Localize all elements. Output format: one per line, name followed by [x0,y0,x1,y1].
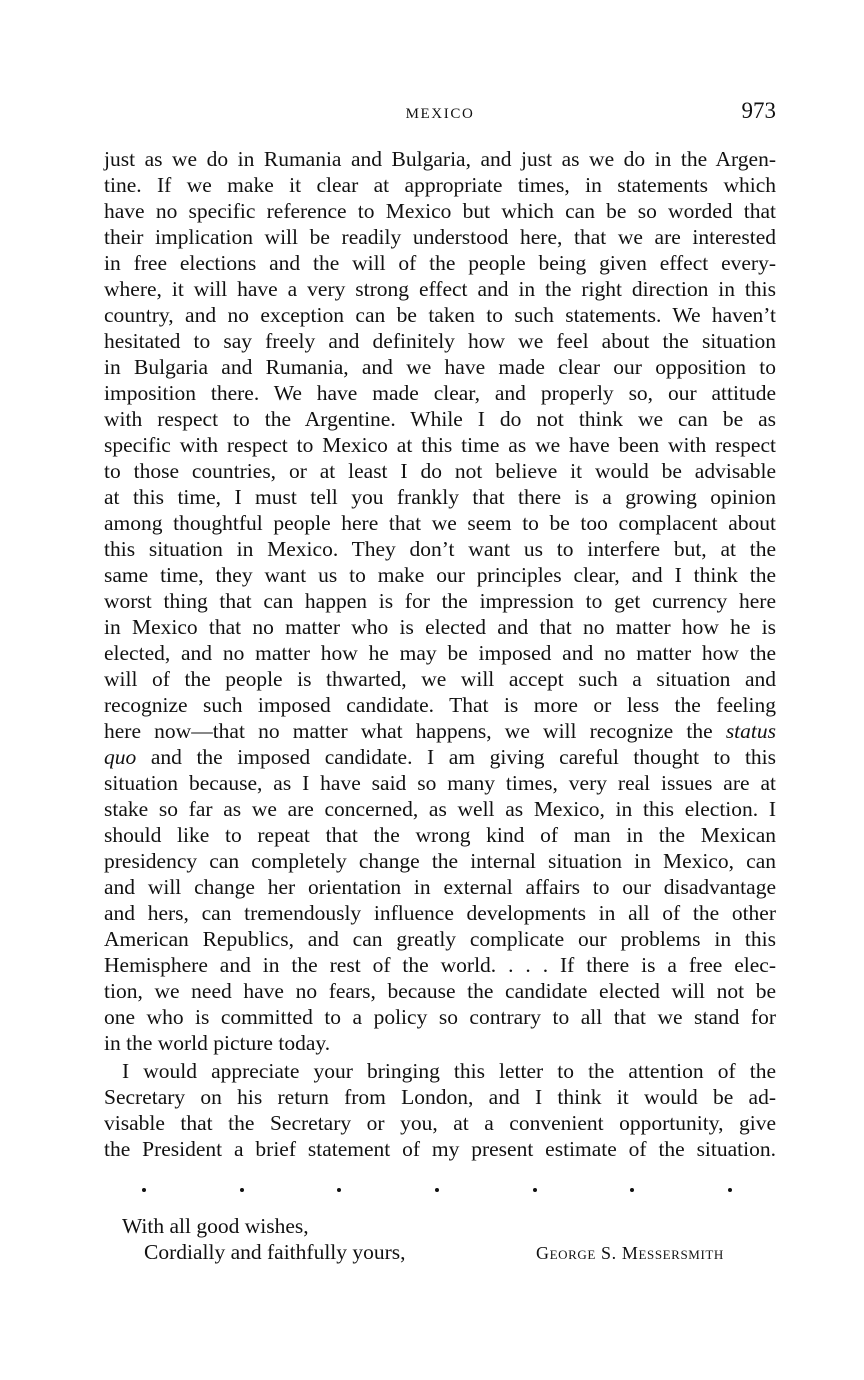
dot [337,1188,341,1192]
text-line: their implication will be readily understood here, that we are interested [104,225,776,249]
text-line: I would appreciate your bringing this letter to the attention of the [122,1059,776,1083]
paragraph-2 [104,1058,776,1162]
text-fragment: and the imposed candidate. I am giving careful thought to this [150,745,777,769]
text-line: tion, we need have no fears, because the candidate elected will not be [104,979,776,1003]
signature-name: George S. Messersmith [536,1243,724,1263]
text-fragment: here now—that no matter what happens, we will recognize the [104,719,713,743]
dot [142,1188,146,1192]
paragraph-1 [104,146,776,1056]
text-line: to those countries, or at least I do not believe it would be advisable [104,459,776,483]
text-line: situation because, as I have said so many times, very real issues are at [104,771,776,795]
dot [630,1188,634,1192]
page-number: 973 [741,98,776,123]
text-line: where, it will have a very strong effect and in the right direction in this [104,277,776,301]
text-line: among thoughtful people here that we seem to be too complacent about [104,511,776,535]
text-line: in the world picture today. [104,1031,331,1055]
running-title: MEXICO [405,106,475,122]
text-line: specific with respect to Mexico at this time as we have been with respect [104,433,776,457]
text-line: tine. If we make it clear at appropriate times, in statements which [104,173,776,197]
letter-body [104,146,776,1162]
text-line: Hemisphere and in the rest of the world. . . . If there is a free elec- [104,953,776,977]
text-line: should like to repeat that the wrong kind of man in the Mexican [104,823,776,847]
text-line: hesitated to say freely and definitely how we feel about the situation [104,329,776,353]
text-line: visable that the Secretary or you, at a convenient opportunity, give [104,1111,776,1135]
text-line: this situation in Mexico. They don’t want us to interfere but, at the [104,537,776,561]
omission-dots [142,1188,732,1202]
text-line: the President a brief statement of my present estimate of the situation. [104,1137,776,1161]
text-line: have no specific reference to Mexico but which can be so worded that [104,199,776,223]
text-line: in Bulgaria and Rumania, and we have made clear our opposition to [104,355,776,379]
text-line-with-italic [104,744,776,770]
italic-term: status [725,719,776,743]
text-line: same time, they want us to make our principles clear, and I think the [104,563,776,587]
text-line: worst thing that can happen is for the impression to get currency here [104,589,776,613]
text-line: at this time, I must tell you frankly that there is a growing opinion [104,485,776,509]
text-line: imposition there. We have made clear, and properly so, our attitude [104,381,776,405]
text-line: presidency can completely change the internal situation in Mexico, can [104,849,776,873]
text-line: elected, and no matter how he may be imposed and no matter how the [104,641,776,665]
running-head [104,98,776,128]
text-line: just as we do in Rumania and Bulgaria, and just as we do in the Argen- [104,147,776,171]
text-line: one who is committed to a policy so contrary to all that we stand for [104,1005,776,1029]
dot [533,1188,537,1192]
text-line: country, and no exception can be taken to such statements. We haven’t [104,303,776,327]
dot [728,1188,732,1192]
dot [435,1188,439,1192]
closing-valediction: Cordially and faithfully yours, [144,1240,406,1264]
text-line: in free elections and the will of the people being given effect every- [104,251,776,275]
italic-term: quo [104,745,137,769]
text-line: Secretary on his return from London, and I think it would be ad- [104,1085,776,1109]
closing-greeting: With all good wishes, [122,1214,309,1238]
text-line: stake so far as we are concerned, as well as Mexico, in this election. I [104,797,776,821]
text-line: in Mexico that no matter who is elected and that no matter how he is [104,615,776,639]
text-line: will of the people is thwarted, we will accept such a situation and [104,667,776,691]
text-line: and hers, can tremendously influence developments in all of the other [104,901,776,925]
text-line: and will change her orientation in external affairs to our disadvantage [104,875,776,899]
text-line: American Republics, and can greatly complicate our problems in this [104,927,776,951]
text-line-with-italic [104,718,776,744]
text-line: with respect to the Argentine. While I do not think we can be as [104,407,776,431]
text-line: recognize such imposed candidate. That is more or less the feeling [104,693,776,717]
dot [240,1188,244,1192]
